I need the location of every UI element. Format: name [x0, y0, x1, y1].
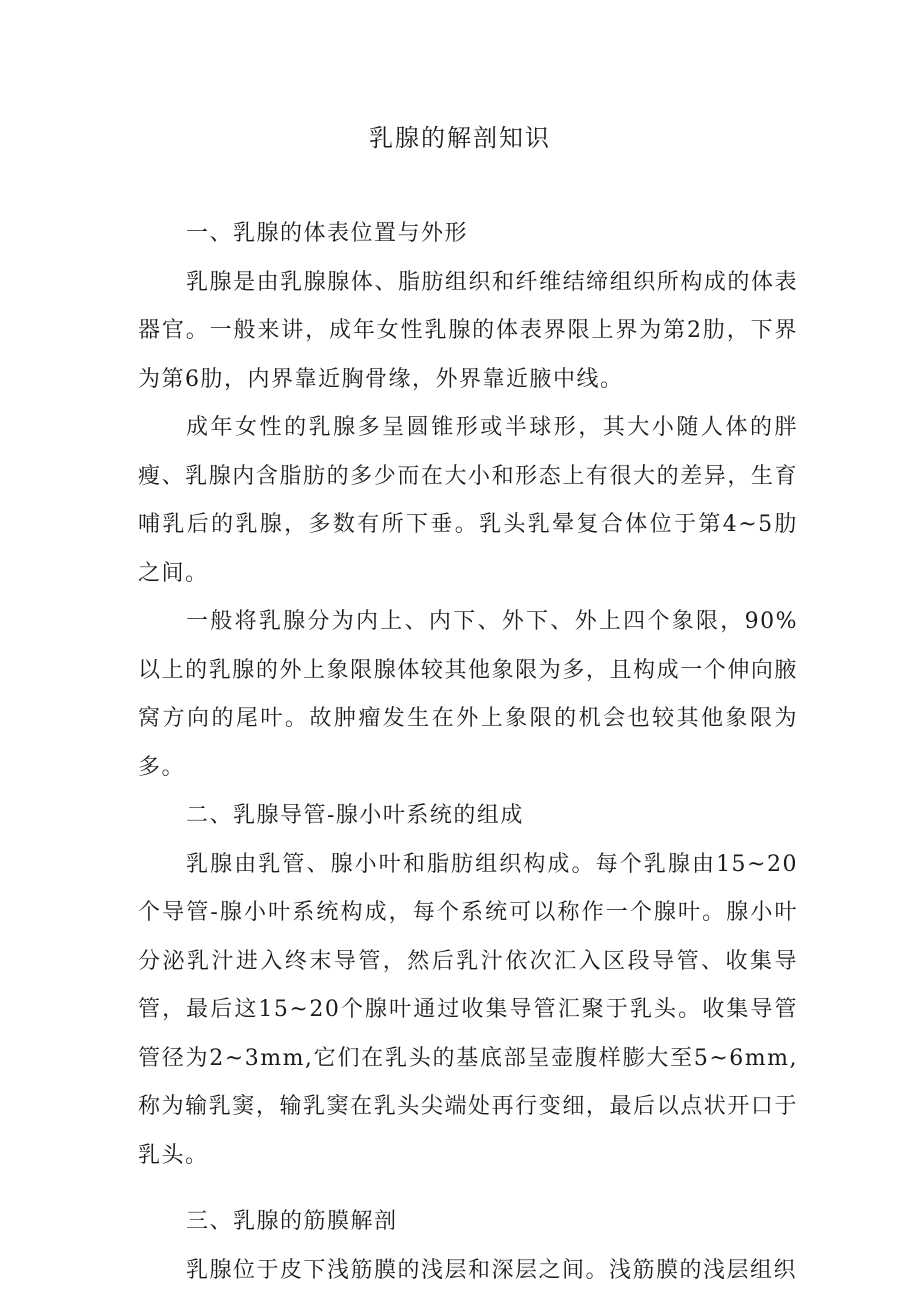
section-heading: 一、乳腺的体表位置与外形: [186, 221, 469, 246]
section-fascia-anatomy: [138, 1198, 798, 1295]
document-body: [138, 210, 798, 1295]
section-duct-lobule-system: [138, 792, 798, 1180]
document-title: 乳腺的解剖知识: [369, 124, 551, 152]
paragraph: 一般将乳腺分为内上、内下、外下、外上四个象限，90%以上的乳腺的外上象限腺体较其他象限为多，且构成一个伸向腋窝方向的尾叶。故肿瘤发生在外上象限的机会也较其他象限为多。: [138, 609, 798, 780]
paragraph: 乳腺位于皮下浅筋膜的浅层和深层之间。浅筋膜的浅层组织: [186, 1257, 798, 1283]
paragraph: 成年女性的乳腺多呈圆锥形或半球形，其大小随人体的胖瘦、乳腺内含脂肪的多少而在大小和形态上有很大的差异，生育哺乳后的乳腺，多数有所下垂。乳头乳晕复合体位于第4~5肋之间。: [138, 415, 798, 586]
section-heading: 二、乳腺导管-腺小叶系统的组成: [186, 803, 524, 828]
section-position-shape: [138, 210, 798, 792]
paragraph: 乳腺由乳管、腺小叶和脂肪组织构成。每个乳腺由15~20个导管-腺小叶系统构成，每个系统可以称作一个腺叶。腺小叶分泌乳汁进入终末导管，然后乳汁依次汇入区段导管、收集导管，最后这15~20个腺叶通过收集导管汇聚于乳头。收集导管管径为2~3mm,它们在乳头的基底部呈壶腹样膨大至5~6mm,称为输乳窦，输乳窦在乳头尖端处再行变细，最后以点状开口于乳头。: [138, 851, 798, 1168]
paragraph: 乳腺是由乳腺腺体、脂肪组织和纤维结缔组织所构成的体表器官。一般来讲，成年女性乳腺的体表界限上界为第2肋，下界为第6肋，内界靠近胸骨缘，外界靠近腋中线。: [138, 269, 798, 392]
section-heading: 三、乳腺的筋膜解剖: [186, 1209, 398, 1234]
